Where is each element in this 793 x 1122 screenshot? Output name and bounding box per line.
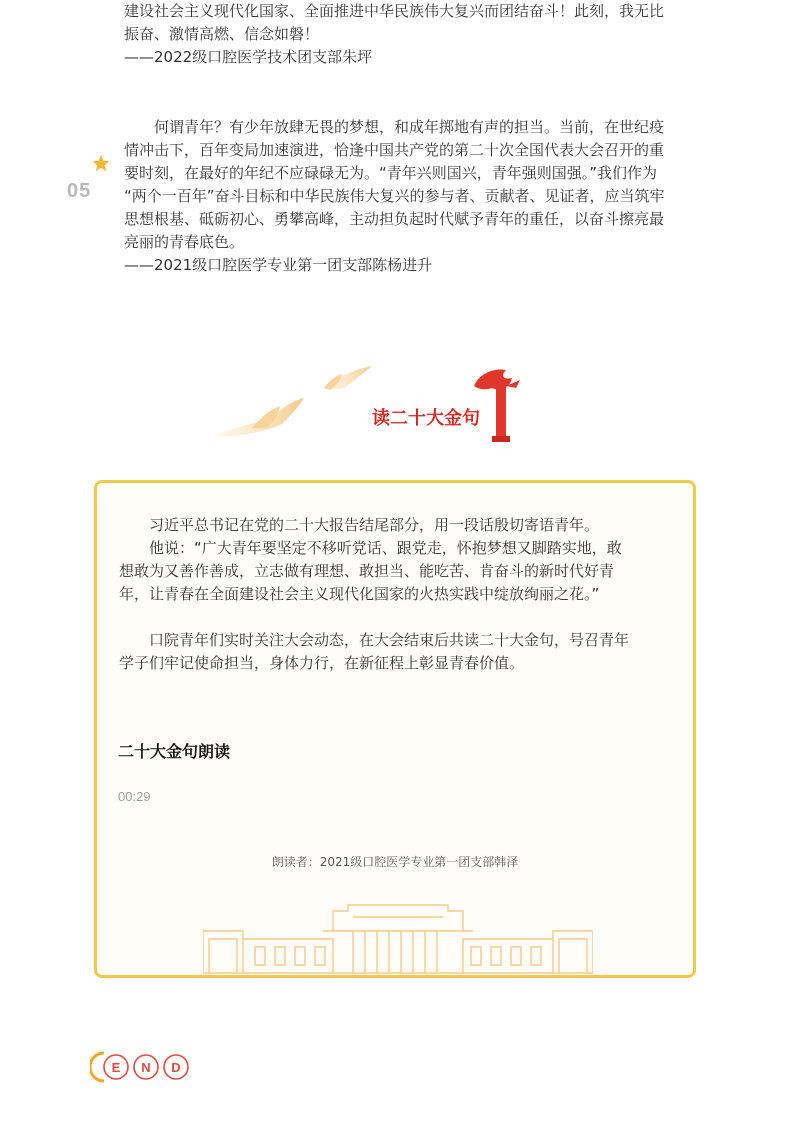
top-quote-line: 振奋、激情高燃、信念如磐！ xyxy=(124,25,320,43)
item05-line: 亮丽的青春底色。 xyxy=(124,233,245,251)
star-icon xyxy=(92,154,110,172)
item05-author: ——2021级口腔医学专业第一团支部陈杨进升 xyxy=(124,256,433,274)
audio-title[interactable]: 二十大金句朗读 xyxy=(118,742,231,761)
end-letter-d: D xyxy=(171,1060,181,1075)
item05-line: 思想根基、砥砺初心、勇攀高峰，主动担负起时代赋予青年的重任，以奋斗擦亮最 xyxy=(124,210,665,228)
box-para3-line: 学子们牢记使命担当，身体力行，在新征程上彰显青春价值。 xyxy=(119,654,525,672)
reader-credit: 朗读者：2021级口腔医学专业第一团支部韩泽 xyxy=(271,855,519,869)
box-para2-line: 他说：“广大青年要坚定不移听党话、跟党走，怀抱梦想又脚踏实地，敢 xyxy=(149,539,622,557)
box-para2-line: 想敢为又善作善成，立志做有理想、敢担当、能吃苦、肯奋斗的新时代好青 xyxy=(119,562,615,580)
item05-line: “两个一百年”奋斗目标和中华民族伟大复兴的参与者、贡献者、见证者，应当筑牢 xyxy=(124,187,665,205)
item05-text xyxy=(124,116,665,277)
end-letter-e: E xyxy=(111,1060,121,1075)
top-quote-author: ——2022级口腔医学技术团支部朱坪 xyxy=(124,48,373,66)
section-title: 读二十大金句 xyxy=(372,408,480,429)
item05-line: 要时刻，在最好的年纪不应碌碌无为。“青年兴则国兴，青年强则国强。”我们作为 xyxy=(124,164,658,182)
box-para2-line: 年，让青春在全面建设社会主义现代化国家的火热实践中绽放绚丽之花。” xyxy=(119,585,600,603)
item-number: 05 xyxy=(67,180,92,202)
top-quote-line: 建设社会主义现代化国家、全面推进中华民族伟大复兴而团结奋斗！此刻，我无比 xyxy=(124,2,665,20)
golden-quote-card xyxy=(94,480,696,978)
item05-line: 情冲击下，百年变局加速演进，恰逢中国共产党的第二十次全国代表大会召开的重 xyxy=(124,141,665,159)
box-para3-line: 口院青年们实时关注大会动态，在大会结束后共读二十大金句，号召青年 xyxy=(149,631,630,649)
box-para1: 习近平总书记在党的二十大报告结尾部分，用一段话殷切寄语青年。 xyxy=(149,516,600,534)
audio-duration: 00:29 xyxy=(118,789,151,804)
end-badge xyxy=(90,1050,200,1084)
doves-decoration-icon xyxy=(212,358,382,448)
great-hall-outline-icon xyxy=(203,903,593,975)
top-quote xyxy=(124,0,664,69)
end-letter-n: N xyxy=(141,1060,151,1075)
item05-line: 何谓青年？有少年放肆无畏的梦想，和成年掷地有声的担当。当前，在世纪疫 xyxy=(154,118,665,136)
